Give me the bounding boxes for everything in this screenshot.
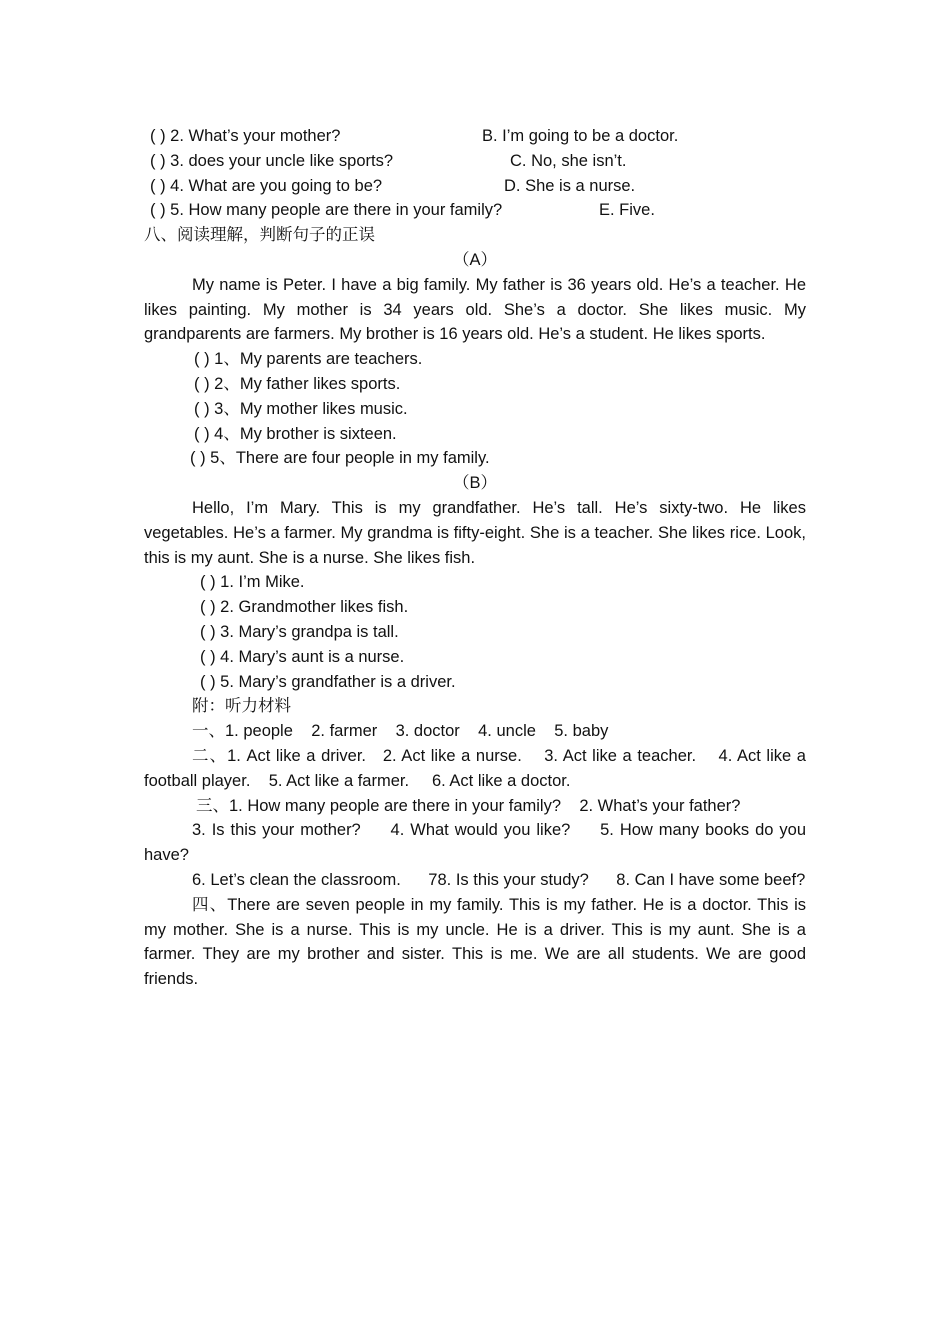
listening-part-1: 一、1. people 2. farmer 3. doctor 4. uncle 5. baby bbox=[192, 722, 609, 741]
true-false-item: ( ) 2. Grandmother likes fish. bbox=[200, 598, 409, 617]
appendix-heading: 附：听力材料 bbox=[192, 696, 291, 716]
matching-row bbox=[144, 198, 806, 223]
matching-answer: B. I’m going to be a doctor. bbox=[482, 127, 679, 145]
document-content bbox=[144, 124, 811, 992]
matching-question: ( ) 2. What’s your mother? bbox=[150, 127, 341, 145]
matching-answer: D. She is a nurse. bbox=[504, 176, 636, 195]
matching-row bbox=[144, 149, 806, 174]
true-false-item: ( ) 5. Mary’s grandfather is a driver. bbox=[200, 672, 456, 691]
listening-part-3-line-1: 三、1. How many people are there in your family? 2. What’s your father? bbox=[196, 796, 741, 815]
matching-question: ( ) 3. does your uncle like sports? bbox=[150, 151, 394, 170]
matching-row bbox=[144, 124, 806, 149]
passage-text: Hello, I’m Mary. This is my grandfather. He’s tall. He’s sixty-two. He likes vegetables. He’s a farmer. My grandma is fifty-eight. She is a teacher. She likes rice. Look, this is my aunt. She is a nurse. She likes fish. bbox=[144, 498, 806, 567]
true-false-item: ( ) 1、My parents are teachers. bbox=[194, 350, 423, 369]
true-false-item: ( ) 4、My brother is sixteen. bbox=[194, 424, 397, 443]
matching-answer: E. Five. bbox=[599, 201, 655, 220]
listening-part-3-line-3: 6. Let’s clean the classroom. 78. Is this your study? 8. Can I have some beef? bbox=[192, 870, 806, 889]
matching-question: ( ) 5. How many people are there in your family? bbox=[150, 201, 503, 220]
true-false-item: ( ) 1. I’m Mike. bbox=[200, 573, 305, 592]
true-false-item: ( ) 3、My mother likes music. bbox=[194, 399, 408, 418]
true-false-item: ( ) 4. Mary’s aunt is a nurse. bbox=[200, 647, 405, 666]
passage-label: （A） bbox=[452, 250, 497, 269]
matching-answer: C. No, she isn’t. bbox=[510, 151, 627, 170]
listening-part-2: 二、1. Act like a driver. 2. Act like a nurse. 3. Act like a teacher. 4. Act like a football player. 5. Act like a farmer. 6. Act like a doctor. bbox=[144, 746, 811, 790]
matching-row bbox=[144, 174, 806, 199]
matching-question: ( ) 4. What are you going to be? bbox=[150, 176, 383, 195]
passage-label: （B） bbox=[452, 474, 497, 493]
listening-part-3-line-2: 3. Is this your mother? 4. What would you like? 5. How many books do you have? bbox=[144, 821, 811, 865]
true-false-item: ( ) 5、There are four people in my family. bbox=[190, 449, 490, 468]
true-false-item: ( ) 2、My father likes sports. bbox=[194, 374, 401, 393]
section-heading: 八、阅读理解，判断句子的正误 bbox=[144, 225, 375, 245]
listening-part-4: 四、There are seven people in my family. This is my father. He is a doctor. This is my mother. She is a nurse. This is my uncle. He is a driver. This is my aunt. She is a farmer. They are my brother and sister. This is me. We are all students. We are good friends. bbox=[144, 895, 806, 989]
passage-text: My name is Peter. I have a big family. My father is 36 years old. He’s a teacher. He likes painting. My mother is 34 years old. She’s a doctor. She likes music. My grandparents are farmers. My brother is 16 years old. He’s a student. He likes sports. bbox=[144, 275, 806, 344]
true-false-item: ( ) 3. Mary’s grandpa is tall. bbox=[200, 622, 399, 641]
